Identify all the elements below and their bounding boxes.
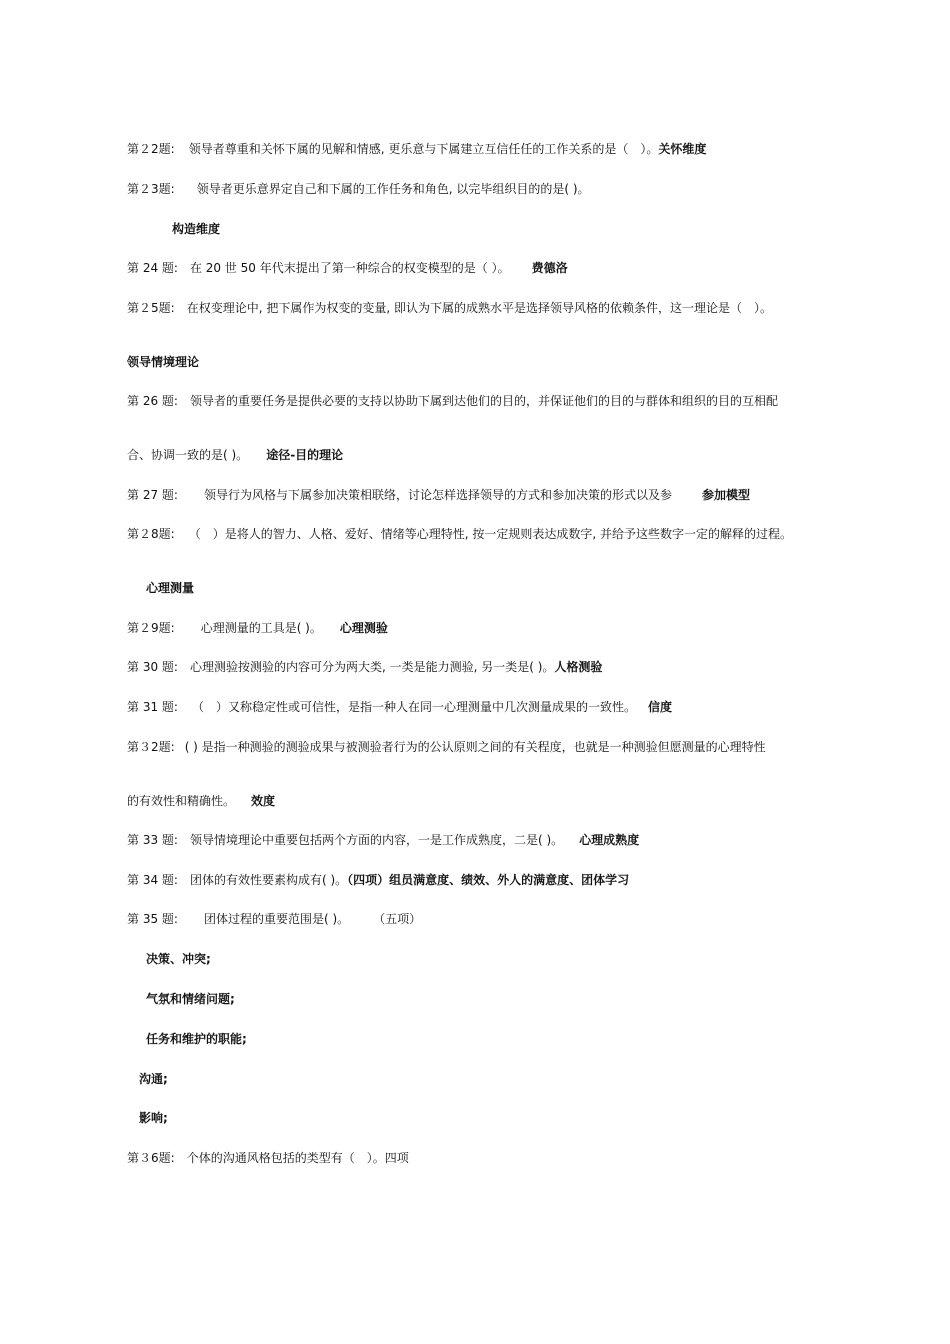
- question-text: 心理测量的工具是( )。: [200, 621, 322, 635]
- answer: 途径-目的理论: [266, 448, 344, 462]
- question-text: 团体过程的重要范围是( )。: [203, 912, 350, 926]
- question-text: 在权变理论中, 把下属作为权变的变量, 即认为下属的成熟水平是选择领导风格的依赖条件，这一理论是（ ）。: [186, 301, 772, 315]
- question-text: 在 20 世 50 年代末提出了第一种综合的权变模型的是（ ）。: [189, 261, 510, 275]
- question-24: [127, 260, 568, 276]
- question-number: 第 30 题:: [127, 660, 178, 674]
- question-number: 第３2题:: [127, 740, 175, 754]
- question-23: [127, 181, 590, 197]
- question-text: 个体的沟通风格包括的类型有（ ）。四项: [186, 1151, 409, 1165]
- answer: 费德洛: [531, 261, 568, 275]
- answer: 人格测验: [554, 660, 603, 674]
- answer-item: 影响;: [139, 1111, 168, 1125]
- answer-item: 沟通;: [139, 1072, 168, 1086]
- question-number: 第３6题:: [127, 1151, 175, 1165]
- answer: 领导情境理论: [127, 355, 200, 369]
- question-number: 第２8题:: [127, 527, 175, 541]
- question-text: 领导行为风格与下属参加决策相联络，讨论怎样选择领导的方式和参加决策的形式以及参: [203, 488, 672, 502]
- question-number: 第２5题:: [127, 301, 175, 315]
- question-26-continued: [127, 447, 343, 463]
- question-number: 第 24 题:: [127, 261, 178, 275]
- question-number: 第２2题:: [127, 142, 175, 156]
- question-number: 第 33 题:: [127, 833, 178, 847]
- answer: 构造维度: [172, 222, 221, 236]
- question-text: （ ）是将人的智力、人格、爱好、情绪等心理特性, 按一定规则表达成数字, 并给予这些数字一定的解释的过程。: [188, 527, 792, 541]
- question-27: [127, 487, 750, 503]
- answer: 心理测量: [146, 581, 195, 595]
- answer: 参加模型: [701, 488, 750, 502]
- question-28: [127, 526, 792, 542]
- question-29: [127, 620, 388, 636]
- answer: 关怀维度: [658, 142, 707, 156]
- answer-note: （五项）: [373, 912, 422, 926]
- question-35: [127, 911, 421, 927]
- question-number: 第 27 题:: [127, 488, 178, 502]
- answer: 效度: [251, 794, 276, 808]
- question-22: [127, 141, 706, 157]
- answer: 心理成熟度: [579, 833, 640, 847]
- question-text: 领导者的重要任务是提供必要的支持以协助下属到达他们的目的，并保证他们的目的与群体和组织的目的互相配: [189, 394, 778, 408]
- question-number: 第 31 题:: [127, 700, 178, 714]
- question-text: （ ）又称稳定性或可信性，是指一种人在同一心理测量中几次测量成果的一致性。: [191, 700, 636, 714]
- answer-item: 任务和维护的职能;: [146, 1032, 247, 1046]
- question-text: 团体的有效性要素构成有( )。: [189, 873, 348, 887]
- question-34: [127, 872, 629, 888]
- question-number: 第 35 题:: [127, 912, 178, 926]
- question-text: 心理测验按测验的内容可分为两大类, 一类是能力测验, 另一类是( )。: [189, 660, 555, 674]
- answer-item: 决策、冲突;: [146, 952, 211, 966]
- question-text: 合、协调一致的是( )。: [127, 448, 249, 462]
- question-36: [127, 1150, 409, 1166]
- question-31: [127, 699, 672, 715]
- question-26: [127, 393, 778, 409]
- question-33: [127, 832, 639, 848]
- question-text: 领导者尊重和关怀下属的见解和情感, 更乐意与下属建立互信任任的工作关系的是（ ）。: [188, 142, 659, 156]
- question-text: ( ) 是指一种测验的测验成果与被测验者行为的公认原则之间的有关程度，也就是一种测验但愿测量的心理特性: [184, 740, 766, 754]
- answer: 信度: [647, 700, 672, 714]
- question-25: [127, 300, 772, 316]
- question-number: 第 26 题:: [127, 394, 178, 408]
- question-number: 第 34 题:: [127, 873, 178, 887]
- question-text: 的有效性和精确性。: [127, 794, 236, 808]
- question-30: [127, 659, 602, 675]
- answer-item: 气氛和情绪问题;: [146, 992, 235, 1006]
- answer: （四项）组员满意度、绩效、外人的满意度、团体学习: [347, 873, 630, 887]
- question-32: [127, 739, 766, 755]
- question-text: 领导者更乐意界定自己和下属的工作任务和角色, 以完毕组织目的的是( )。: [196, 182, 590, 196]
- answer: 心理测验: [339, 621, 388, 635]
- question-32-continued: [127, 793, 275, 809]
- question-number: 第２9题:: [127, 621, 175, 635]
- question-number: 第２3题:: [127, 182, 175, 196]
- question-text: 领导情境理论中重要包括两个方面的内容，一是工作成熟度，二是( )。: [189, 833, 564, 847]
